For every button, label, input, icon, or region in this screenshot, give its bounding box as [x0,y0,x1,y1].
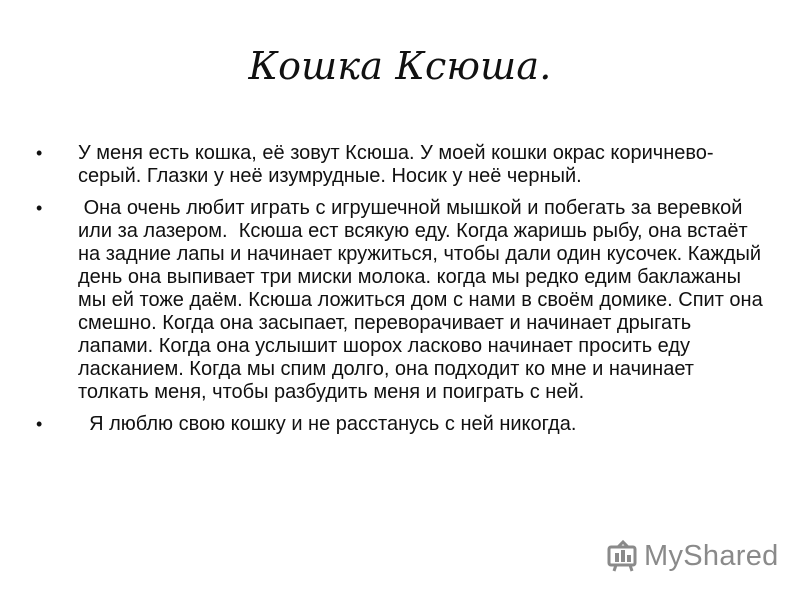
bullet-text: У меня есть кошка, её зовут Ксюша. У моей кошки окрас коричнево-серый. Глазки у неё изумрудные. Носик у неё черный. [78,142,714,187]
bullet-dot-icon: • [36,143,43,163]
bullet-dot-icon: • [36,414,43,434]
bullet-item [36,413,766,436]
myshared-watermark [606,538,779,574]
bullet-item [36,142,766,188]
myshared-logo-icon [606,539,640,573]
slide-title: Кошка Ксюша. [248,44,552,88]
bullet-list [36,142,769,445]
watermark-text: MyShared [644,539,779,572]
bullet-dot-icon: • [36,198,43,218]
bullet-text: Она очень любит играть с игрушечной мышкой и побегать за веревкой или за лазером. Ксюша ест всякую еду. Когда жаришь рыбу, она встаёт на задние лапы и начинает кружиться, чтобы дали один кусочек. Каждый день она выпивает три миски молока. когда мы редко едим баклажаны мы ей тоже даём. Ксюша ложиться дом с нами в своём домике. Спит она смешно. Когда она засыпает, переворачивает и начинает дрыгать лапами. Когда она услышит шорох ласково начинает просить еду ласканием. Когда мы спим долго, она подходит ко мне и начинает толкать меня, чтобы разбудить меня и поиграть с ней. [78,197,769,403]
bullet-item [36,197,769,404]
bullet-text: Я люблю свою кошку и не расстанусь с ней никогда. [78,413,577,435]
